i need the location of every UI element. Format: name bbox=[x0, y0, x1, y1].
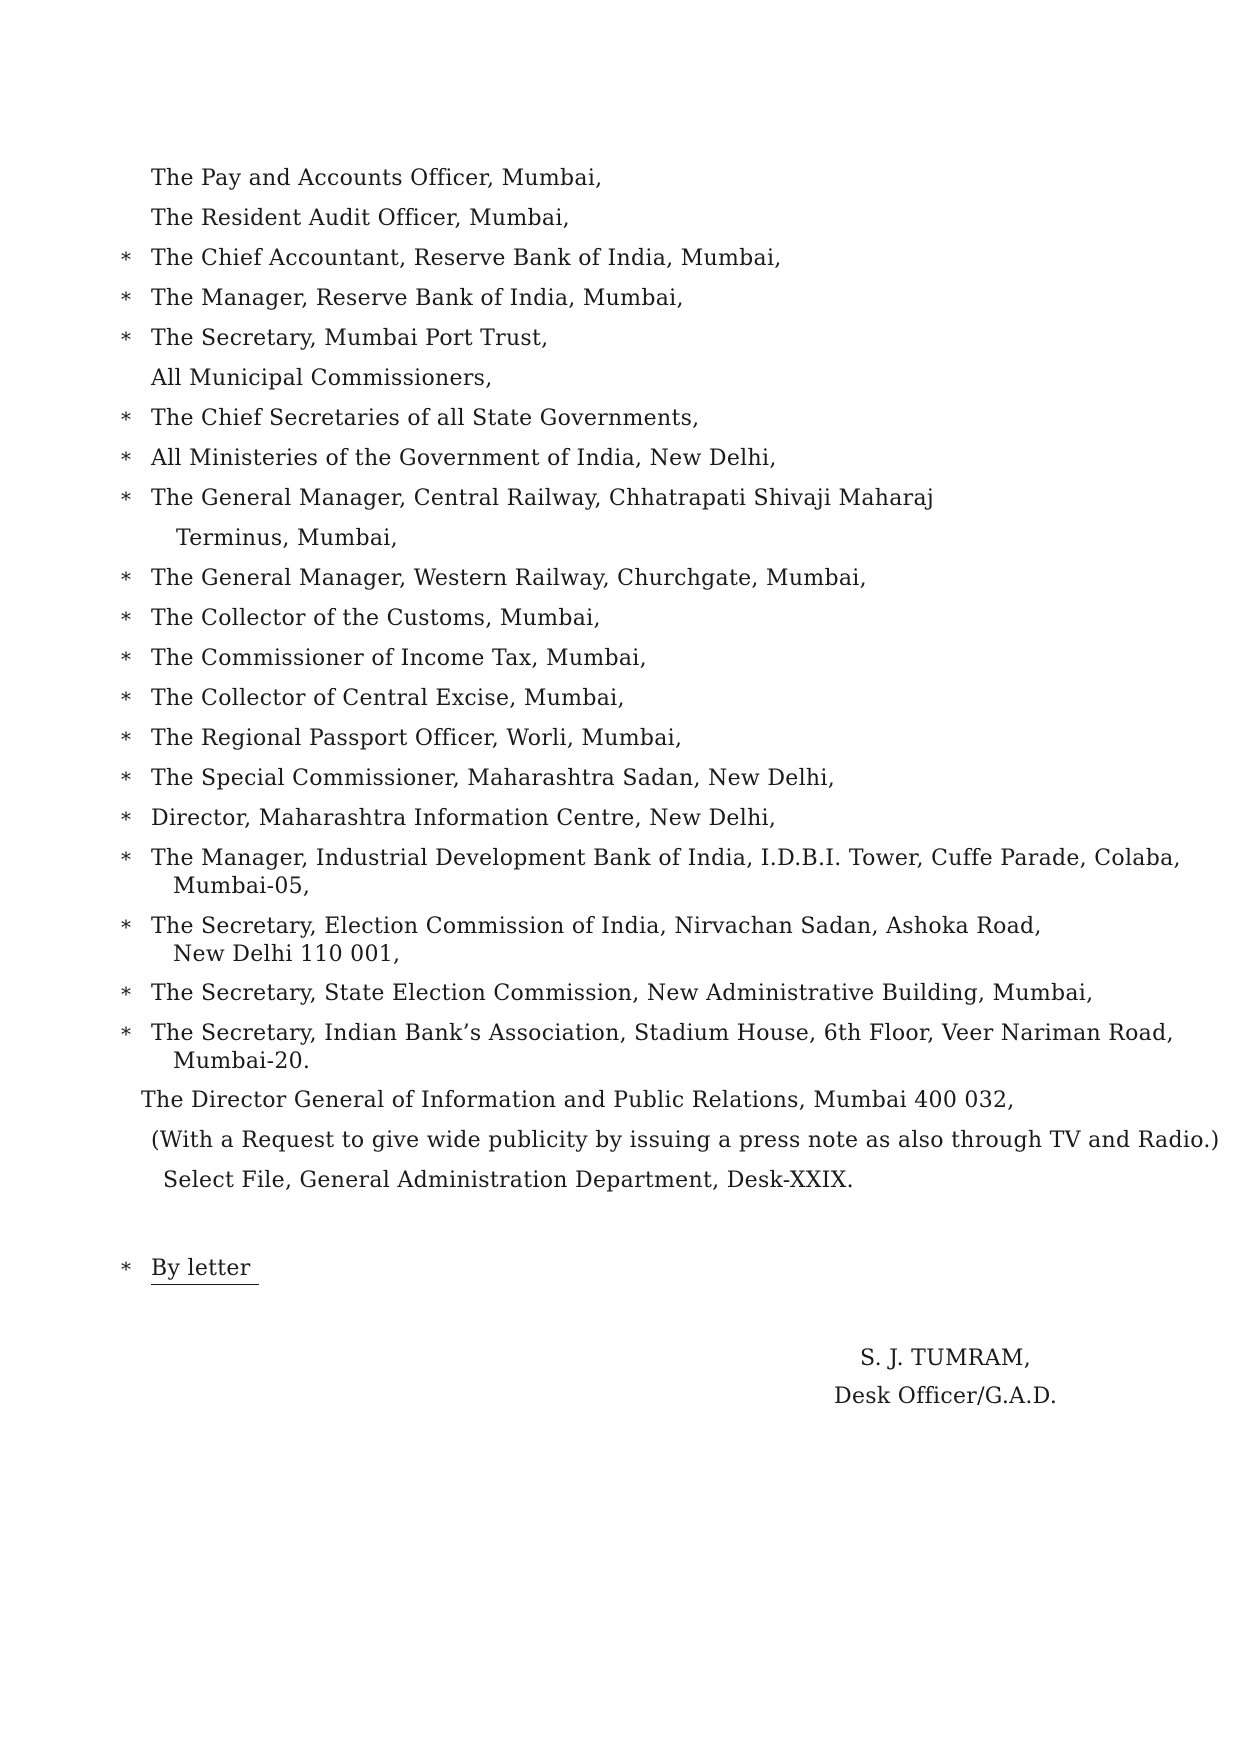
recipient-text: The Chief Accountant, Reserve Bank of India, Mumbai, bbox=[151, 246, 782, 271]
recipient-text: The Resident Audit Officer, Mumbai, bbox=[151, 206, 570, 231]
recipient-text: All Municipal Commissioners, bbox=[151, 366, 493, 391]
recipient-text: The General Manager, Central Railway, Chhatrapati Shivaji Maharaj bbox=[151, 486, 935, 511]
bullet-star: * bbox=[121, 687, 132, 711]
bullet-star: * bbox=[121, 1022, 132, 1046]
bullet-star: * bbox=[121, 847, 132, 871]
recipient-continuation: Terminus, Mumbai, bbox=[176, 526, 398, 551]
recipient-text: The Manager, Industrial Development Bank of India, I.D.B.I. Tower, Cuffe Parade, Colaba, bbox=[151, 846, 1181, 871]
bullet-star: * bbox=[121, 915, 132, 939]
signatory-name: S. J. TUMRAM, bbox=[860, 1346, 1031, 1371]
recipient-text: The Chief Secretaries of all State Governments, bbox=[151, 406, 700, 431]
recipient-text: The Manager, Reserve Bank of India, Mumbai, bbox=[151, 286, 684, 311]
bullet-star: * bbox=[121, 407, 132, 431]
recipient-continuation: Mumbai-20. bbox=[173, 1049, 311, 1074]
bullet-star: * bbox=[121, 287, 132, 311]
recipient-text: The Pay and Accounts Officer, Mumbai, bbox=[151, 166, 603, 191]
recipient-text: Director, Maharashtra Information Centre, New Delhi, bbox=[151, 806, 777, 831]
recipient-continuation: Mumbai-05, bbox=[173, 874, 311, 899]
bullet-star: * bbox=[121, 607, 132, 631]
footnote-text: By letter bbox=[151, 1256, 259, 1285]
recipient-text: The Secretary, State Election Commission, New Administrative Building, Mumbai, bbox=[151, 981, 1094, 1006]
signatory-designation: Desk Officer/G.A.D. bbox=[834, 1384, 1058, 1409]
recipient-text: The Collector of the Customs, Mumbai, bbox=[151, 606, 601, 631]
recipient-text: The General Manager, Western Railway, Churchgate, Mumbai, bbox=[151, 566, 867, 591]
recipient-text: The Collector of Central Excise, Mumbai, bbox=[151, 686, 625, 711]
recipient-continuation: New Delhi 110 001, bbox=[173, 942, 401, 967]
bullet-star: * bbox=[121, 1257, 132, 1281]
bullet-star: * bbox=[121, 982, 132, 1006]
document-page: The Pay and Accounts Officer, Mumbai, The Resident Audit Officer, Mumbai, * The Chief Accountant, Reserve Bank of India, Mumbai, * The Manager, Reserve Bank of India, Mumbai, * The Secretary, Mumbai Port Trust, All Municipal Commissioners, * The Chief Secretaries of all State Governments, * All Ministeries of the Government of India, New Delhi, * The General Manager, Central Railway, Chhatrapati Shivaji Maharaj Terminus, Mumbai, * The General Manager, Western Railway, Churchgate, Mumbai, * The Collector of the Customs, Mumbai, * The Commissioner of Income Tax, Mumbai, * The Collector of Central Excise, Mumbai, * The Regional Passport Officer, Worli, Mumbai, * The Special Commissioner, Maharashtra Sadan, New Delhi, * Director, Maharashtra Information Centre, New Delhi, * The Manager, Industrial Development Bank of India, I.D.B.I. Tower, Cuffe Parade, Colaba, Mumbai-05, * The Secretary, Election Commission of India, Nirvachan Sadan, Ashoka Road, New Delhi 110 001, * The Secretary, State Election Commission, New Administrative Building, Mumbai, * The Secretary, Indian Bank’s Association, Stadium House, 6th Floor, Veer Nariman Road, Mumbai-20. The Director General of Information and Public Relations, Mumbai 400 032, (With a Request to give wide publicity by issuing a press note as also through TV and Radio.) Select File, General Administration Department, Desk-XXIX. * By letter S. J. TUMRAM, Desk Officer/G.A.D. bbox=[121, 166, 1220, 1409]
recipient-text: The Commissioner of Income Tax, Mumbai, bbox=[151, 646, 647, 671]
bullet-star: * bbox=[121, 567, 132, 591]
bullet-star: * bbox=[121, 327, 132, 351]
bullet-star: * bbox=[121, 447, 132, 471]
recipient-text: The Regional Passport Officer, Worli, Mumbai, bbox=[151, 726, 683, 751]
recipient-text: The Secretary, Election Commission of India, Nirvachan Sadan, Ashoka Road, bbox=[151, 914, 1042, 939]
recipient-text: The Special Commissioner, Maharashtra Sadan, New Delhi, bbox=[151, 766, 836, 791]
bullet-star: * bbox=[121, 247, 132, 271]
recipient-text: The Secretary, Indian Bank’s Association, Stadium House, 6th Floor, Veer Nariman Road, bbox=[151, 1021, 1174, 1046]
recipient-text: The Secretary, Mumbai Port Trust, bbox=[151, 326, 549, 351]
bullet-star: * bbox=[121, 767, 132, 791]
bullet-star: * bbox=[121, 647, 132, 671]
bullet-star: * bbox=[121, 807, 132, 831]
bullet-star: * bbox=[121, 727, 132, 751]
recipient-text: All Ministeries of the Government of India, New Delhi, bbox=[151, 446, 777, 471]
bullet-star: * bbox=[121, 487, 132, 511]
